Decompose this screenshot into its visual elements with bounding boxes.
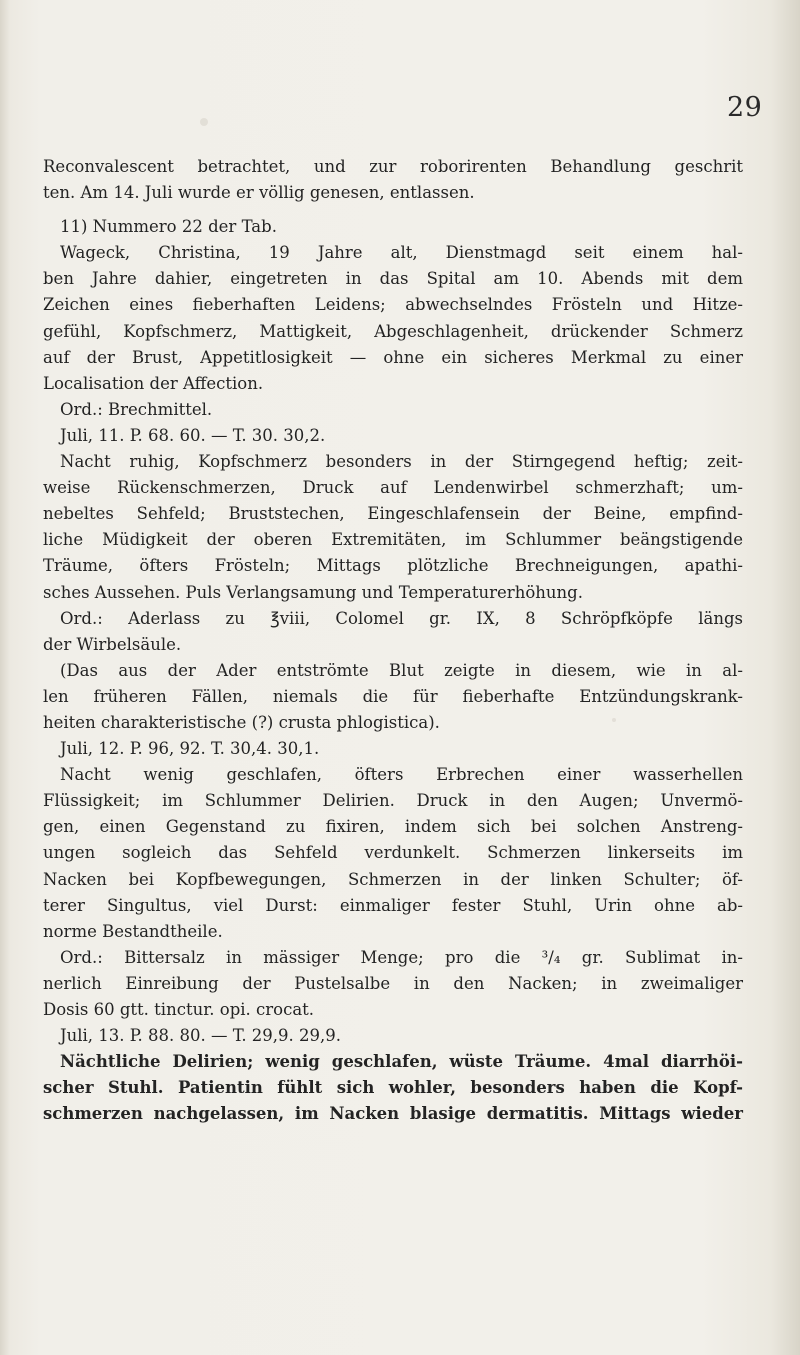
text-line: len früheren Fällen, niemals die für fieberhafte Entzündungskrank- [43, 686, 743, 706]
text-line: auf der Brust, Appetitlosigkeit — ohne ein sicheres Merkmal zu einer [43, 347, 743, 367]
text-line: Zeichen eines fieberhaften Leidens; abwechselndes Frösteln und Hitze- [43, 295, 743, 315]
text-line: Ord.: Bittersalz in mässiger Menge; pro die ³/₄ gr. Sublimat in- [60, 947, 743, 967]
text-line: Juli, 12. P. 96, 92. T. 30,4. 30,1. [60, 739, 320, 759]
text-line: ungen sogleich das Sehfeld verdunkelt. Schmerzen linkerseits im [43, 843, 743, 863]
text-line: Flüssigkeit; im Schlummer Delirien. Druck in den Augen; Unvermö- [43, 791, 743, 811]
text-line: Juli, 13. P. 88. 80. — T. 29,9. 29,9. [60, 1026, 342, 1046]
text-line: gen, einen Gegenstand zu fixiren, indem sich bei solchen Anstreng- [43, 817, 743, 837]
page-number: 29 [727, 92, 763, 123]
text-line: Ord.: Brechmittel. [60, 399, 213, 419]
text-line: Reconvalescent betrachtet, und zur roborirenten Behandlung geschrit [43, 157, 743, 176]
text-line: ben Jahre dahier, eingetreten in das Spital am 10. Abends mit dem [43, 269, 743, 289]
text-line: Localisation der Affection. [43, 373, 264, 393]
paper-stain [200, 118, 208, 126]
text-line: sches Aussehen. Puls Verlangsamung und Temperaturerhöhung. [43, 582, 583, 602]
text-line: Träume, öfters Frösteln; Mittags plötzliche Brechneigungen, apathi- [43, 556, 743, 576]
text-line: schmerzen nachgelassen, im Nacken blasige dermatitis. Mittags wieder [43, 1104, 743, 1124]
text-line: der Wirbelsäule. [43, 634, 182, 654]
text-line: 11) Nummero 22 der Tab. [60, 217, 277, 237]
text-line [43, 206, 743, 214]
text-line: Wageck, Christina, 19 Jahre alt, Dienstmagd seit einem hal- [60, 243, 743, 263]
text-line: Ord.: Aderlass zu ℥viii, Colomel gr. IX, 8 Schröpfköpfe längs [60, 608, 743, 628]
text-line: ten. Am 14. Juli wurde er völlig genesen, entlassen. [43, 183, 475, 203]
text-line: heiten charakteristische (?) crusta phlogistica). [43, 712, 440, 732]
text-line: Nacken bei Kopfbewegungen, Schmerzen in der linken Schulter; öf- [43, 869, 743, 889]
text-line: liche Müdigkeit der oberen Extremitäten, im Schlummer beängstigende [43, 530, 743, 550]
text-line: scher Stuhl. Patientin fühlt sich wohler, besonders haben die Kopf- [43, 1078, 743, 1098]
text-line: terer Singultus, viel Durst: einmaliger fester Stuhl, Urin ohne ab- [43, 895, 743, 915]
text-line: weise Rückenschmerzen, Druck auf Lendenwirbel schmerzhaft; um- [43, 478, 743, 498]
text-line: nebeltes Sehfeld; Bruststechen, Eingeschlafensein der Beine, empfind- [43, 504, 743, 524]
text-line: gefühl, Kopfschmerz, Mattigkeit, Abgeschlagenheit, drückender Schmerz [43, 321, 743, 341]
text-line: norme Bestandtheile. [43, 921, 223, 941]
text-line: nerlich Einreibung der Pustelsalbe in den Nacken; in zweimaliger [43, 973, 743, 993]
text-line: Nacht wenig geschlafen, öfters Erbrechen einer wasserhellen [60, 765, 743, 785]
text-line: Nächtliche Delirien; wenig geschlafen, wüste Träume. 4mal diarrhöi- [60, 1052, 743, 1072]
text-line: Dosis 60 gtt. tinctur. opi. crocat. [43, 1000, 315, 1019]
text-line: Juli, 11. P. 68. 60. — T. 30. 30,2. [60, 425, 326, 445]
text-line: (Das aus der Ader entströmte Blut zeigte in diesem, wie in al- [60, 660, 743, 680]
text-line: Nacht ruhig, Kopfschmerz besonders in der Stirngegend heftig; zeit- [60, 452, 743, 472]
body-text [43, 154, 743, 1127]
